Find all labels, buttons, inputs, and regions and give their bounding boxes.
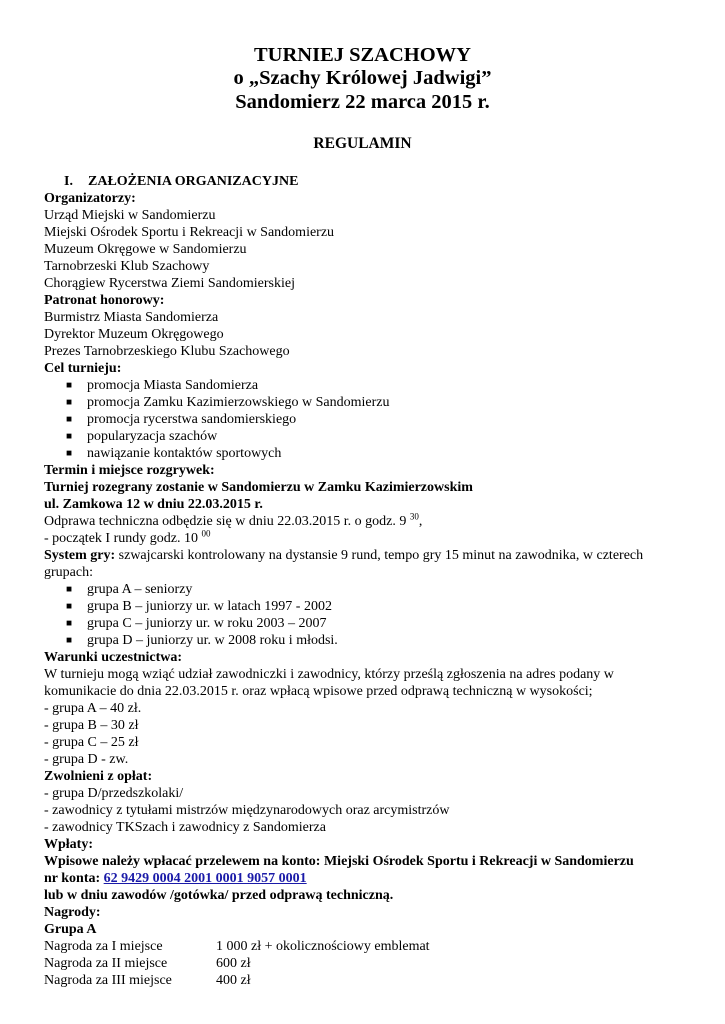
bullet-square-icon: ■ xyxy=(66,414,73,425)
prize-amount: 600 zł xyxy=(216,956,251,971)
organizer-item: Miejski Ośrodek Sportu i Rekreacji w Sandomierzu xyxy=(44,225,335,240)
prize-place: Nagroda za II miejsce xyxy=(44,956,168,971)
exempt-item: - zawodnicy z tytułami mistrzów międzynarodowych oraz arcymistrzów xyxy=(44,803,450,818)
patronage-heading: Patronat honorowy: xyxy=(44,293,165,308)
prize-amount: 1 000 zł + okolicznościowy emblemat xyxy=(216,939,430,954)
patronage-item: Dyrektor Muzeum Okręgowego xyxy=(44,327,224,342)
goal-item: nawiązanie kontaktów sportowych xyxy=(87,446,282,461)
section-title: ZAŁOŻENIA ORGANIZACYJNE xyxy=(88,174,299,189)
group-item: grupa C – juniorzy ur. w roku 2003 – 2007 xyxy=(87,616,327,631)
goal-heading: Cel turnieju: xyxy=(44,361,122,376)
prize-amount: 400 zł xyxy=(216,973,251,988)
exempt-item: - grupa D/przedszkolaki/ xyxy=(44,786,184,801)
venue-location: Turniej rozegrany zostanie w Sandomierzu w Zamku Kazimierzowskim xyxy=(44,480,473,495)
goal-item: promocja Zamku Kazimierzowskiego w Sandomierzu xyxy=(87,395,390,410)
tournament-subtitle: o „Szachy Królowej Jadwigi” xyxy=(233,67,492,89)
bullet-square-icon: ■ xyxy=(66,618,73,629)
technical-briefing-comma: , xyxy=(418,514,423,529)
prize-place: Nagroda za III miejsce xyxy=(44,973,172,988)
group-item: grupa D – juniorzy ur. w 2008 roku i młodsi. xyxy=(87,633,338,648)
goal-item: popularyzacja szachów xyxy=(87,429,218,444)
technical-briefing-minutes: 30 xyxy=(409,511,419,522)
round-start-minutes: 00 xyxy=(201,528,211,539)
prize-place: Nagroda za I miejsce xyxy=(44,939,163,954)
organizer-item: Muzeum Okręgowe w Sandomierzu xyxy=(44,242,247,257)
fee-item: - grupa C – 25 zł xyxy=(44,735,139,750)
fee-item: - grupa A – 40 zł. xyxy=(44,701,142,716)
round-start xyxy=(44,530,210,547)
conditions-heading: Warunki uczestnictwa: xyxy=(44,650,183,665)
venue-heading: Termin i miejsce rozgrywek: xyxy=(44,463,215,478)
exempt-heading: Zwolnieni z opłat: xyxy=(44,769,153,784)
round-start-text: - początek I rundy godz. 10 xyxy=(44,531,202,546)
section-number: I. xyxy=(64,174,73,189)
prize-group: Grupa A xyxy=(44,922,97,937)
payments-cash-note: lub w dniu zawodów /gotówka/ przed odprawą techniczną. xyxy=(44,888,394,903)
conditions-text: komunikacie do dnia 22.03.2015 r. oraz wpłacą wpisowe przed odprawą techniczną w wysokości; xyxy=(44,684,593,699)
payments-heading: Wpłaty: xyxy=(44,837,93,852)
tournament-title: TURNIEJ SZACHOWY xyxy=(254,44,471,66)
organizers-heading: Organizatorzy: xyxy=(44,191,136,206)
organizer-item: Urząd Miejski w Sandomierzu xyxy=(44,208,216,223)
venue-address: ul. Zamkowa 12 w dniu 22.03.2015 r. xyxy=(44,497,263,512)
account-label: nr konta: xyxy=(44,871,104,886)
bullet-square-icon: ■ xyxy=(66,380,73,391)
bullet-square-icon: ■ xyxy=(66,448,73,459)
account-line xyxy=(44,870,307,887)
patronage-item: Prezes Tarnobrzeskiego Klubu Szachowego xyxy=(44,344,290,359)
game-system-continued: grupach: xyxy=(44,565,93,580)
conditions-text: W turnieju mogą wziąć udział zawodniczki i zawodnicy, którzy prześlą zgłoszenia na adres podany w xyxy=(44,667,614,682)
payments-text: Wpisowe należy wpłacać przelewem na konto: Miejski Ośrodek Sportu i Rekreacji w Sandomierzu xyxy=(44,854,634,869)
exempt-item: - zawodnicy TKSzach i zawodnicy z Sandomierza xyxy=(44,820,326,835)
group-item: grupa A – seniorzy xyxy=(87,582,193,597)
bullet-square-icon: ■ xyxy=(66,584,73,595)
goal-item: promocja Miasta Sandomierza xyxy=(87,378,259,393)
bullet-square-icon: ■ xyxy=(66,601,73,612)
technical-briefing-text: Odprawa techniczna odbędzie się w dniu 22.03.2015 r. o godz. 9 xyxy=(44,514,410,529)
prizes-heading: Nagrody: xyxy=(44,905,101,920)
patronage-item: Burmistrz Miasta Sandomierza xyxy=(44,310,219,325)
goal-item: promocja rycerstwa sandomierskiego xyxy=(87,412,297,427)
group-item: grupa B – juniorzy ur. w latach 1997 - 2002 xyxy=(87,599,332,614)
technical-briefing xyxy=(44,513,422,530)
account-number-link[interactable]: 62 9429 0004 2001 0001 9057 0001 xyxy=(103,871,307,886)
bullet-square-icon: ■ xyxy=(66,431,73,442)
bullet-square-icon: ■ xyxy=(66,635,73,646)
tournament-date-place: Sandomierz 22 marca 2015 r. xyxy=(235,91,490,113)
organizer-item: Chorągiew Rycerstwa Ziemi Sandomierskiej xyxy=(44,276,295,291)
bullet-square-icon: ■ xyxy=(66,397,73,408)
game-system xyxy=(44,547,643,564)
regulamin-heading: REGULAMIN xyxy=(313,135,412,152)
fee-item: - grupa B – 30 zł xyxy=(44,718,139,733)
game-system-text: szwajcarski kontrolowany na dystansie 9 rund, tempo gry 15 minut na zawodnika, w czterech xyxy=(115,548,644,563)
organizer-item: Tarnobrzeski Klub Szachowy xyxy=(44,259,210,274)
fee-item: - grupa D - zw. xyxy=(44,752,129,767)
game-system-label: System gry: xyxy=(44,548,116,563)
